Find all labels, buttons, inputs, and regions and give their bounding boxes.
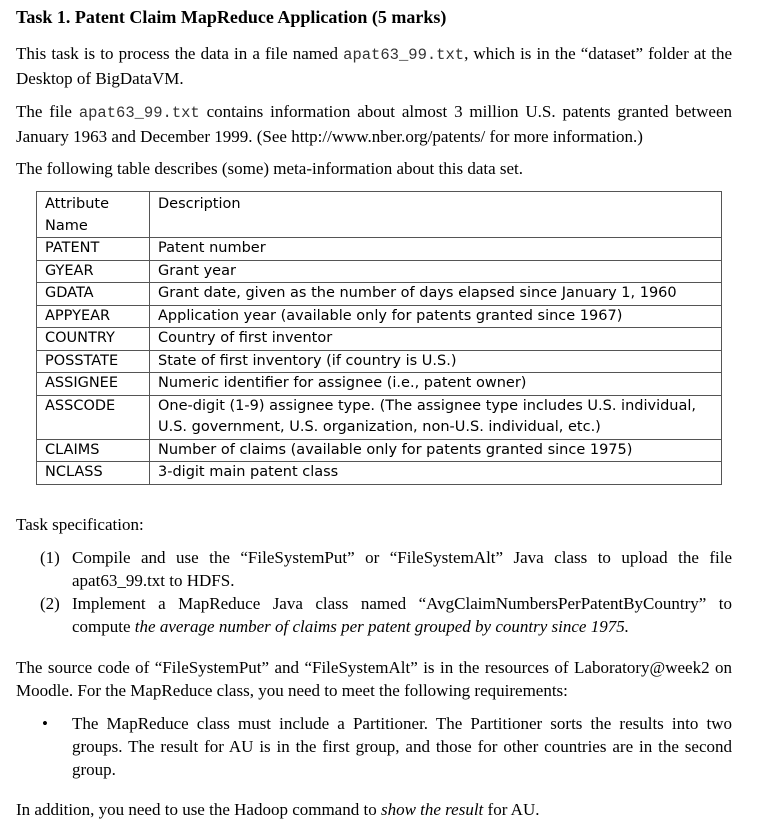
cell-attribute: GDATA bbox=[37, 283, 150, 306]
cell-description: Patent number bbox=[150, 238, 722, 261]
closing-text-b: for AU. bbox=[483, 800, 540, 819]
item-number: (2) bbox=[40, 594, 60, 613]
cell-attribute: COUNTRY bbox=[37, 328, 150, 351]
item-number: (1) bbox=[40, 548, 60, 567]
table-row bbox=[37, 462, 722, 485]
cell-description: Grant year bbox=[150, 260, 722, 283]
task-title: Task 1. Patent Claim MapReduce Application (5 marks) bbox=[16, 7, 447, 27]
closing-text-a: In addition, you need to use the Hadoop command to bbox=[16, 800, 381, 819]
cell-description: 3-digit main patent class bbox=[150, 462, 722, 485]
header-description: Description bbox=[150, 192, 722, 238]
filename-code: apat63_99.txt bbox=[78, 104, 200, 122]
cell-attribute: CLAIMS bbox=[37, 439, 150, 462]
filename-code: apat63_99.txt bbox=[343, 46, 465, 64]
intro-p2-text-a: The file bbox=[16, 102, 79, 121]
cell-attribute: PATENT bbox=[37, 238, 150, 261]
cell-description: Application year (available only for patents granted since 1967) bbox=[150, 305, 722, 328]
metadata-table bbox=[36, 191, 722, 485]
cell-description: Numeric identifier for assignee (i.e., patent owner) bbox=[150, 373, 722, 396]
list-item bbox=[40, 712, 732, 781]
cell-attribute: ASSIGNEE bbox=[37, 373, 150, 396]
cell-description: Grant date, given as the number of days elapsed since January 1, 1960 bbox=[150, 283, 722, 306]
cell-attribute: POSSTATE bbox=[37, 350, 150, 373]
cell-attribute: GYEAR bbox=[37, 260, 150, 283]
cell-description: Country of first inventor bbox=[150, 328, 722, 351]
closing-paragraph bbox=[16, 798, 732, 821]
cell-attribute: APPYEAR bbox=[37, 305, 150, 328]
intro-p1-text-a: This task is to process the data in a file named bbox=[16, 44, 344, 63]
spec-list bbox=[40, 546, 732, 638]
spec-item-2-text: Implement a MapReduce Java class named “AvgClaimNumbersPerPatentByCountry” to compute bbox=[72, 594, 732, 636]
table-row bbox=[37, 260, 722, 283]
intro-p1-text-b: , which is in the “dataset” folder at the Desktop of BigDataVM. bbox=[16, 44, 732, 88]
requirements-list bbox=[40, 712, 732, 781]
closing-emphasis: show the result bbox=[380, 800, 484, 819]
requirement-1-text: The MapReduce class must include a Partitioner. The Partitioner sorts the results into two groups. The result for AU is in the first group, and those for other countries are in the second group. bbox=[72, 714, 732, 779]
cell-attribute: ASSCODE bbox=[37, 395, 150, 439]
cell-description: State of first inventory (if country is U.S.) bbox=[150, 350, 722, 373]
table-row bbox=[37, 305, 722, 328]
table-row bbox=[37, 283, 722, 306]
intro-paragraph-1 bbox=[16, 42, 732, 90]
list-item bbox=[40, 546, 732, 592]
list-item bbox=[40, 592, 732, 638]
spec-item-1-text: Compile and use the “FileSystemPut” or “FileSystemAlt” Java class to upload the file apat63_99.txt to HDFS. bbox=[72, 548, 732, 590]
cell-attribute: NCLASS bbox=[37, 462, 150, 485]
intro-paragraph-3: The following table describes (some) meta-information about this data set. bbox=[16, 159, 524, 178]
table-row bbox=[37, 238, 722, 261]
table-row bbox=[37, 373, 722, 396]
table-row bbox=[37, 395, 722, 439]
bullet-icon: • bbox=[42, 714, 48, 733]
cell-description: One-digit (1-9) assignee type. (The assignee type includes U.S. individual, U.S. government, U.S. organization, non-U.S. individual, etc.) bbox=[150, 395, 722, 439]
table-row bbox=[37, 439, 722, 462]
spec-item-2-emphasis: the average number of claims per patent grouped by country since 1975. bbox=[134, 617, 629, 636]
source-paragraph: The source code of “FileSystemPut” and “FileSystemAlt” is in the resources of Laboratory@week2 on Moodle. For the MapReduce class, you need to meet the following requirements: bbox=[16, 658, 732, 700]
cell-description: Number of claims (available only for patents granted since 1975) bbox=[150, 439, 722, 462]
intro-paragraph-2 bbox=[16, 100, 732, 148]
table-row bbox=[37, 350, 722, 373]
header-attribute-name: Attribute Name bbox=[37, 192, 150, 238]
intro-p2-text-b: contains information about almost 3 million U.S. patents granted between January 1963 and December 1999. (See http://www.nber.org/patents/ for more information.) bbox=[16, 102, 732, 146]
spec-heading: Task specification: bbox=[16, 515, 144, 534]
table-row bbox=[37, 328, 722, 351]
table-header-row bbox=[37, 192, 722, 238]
